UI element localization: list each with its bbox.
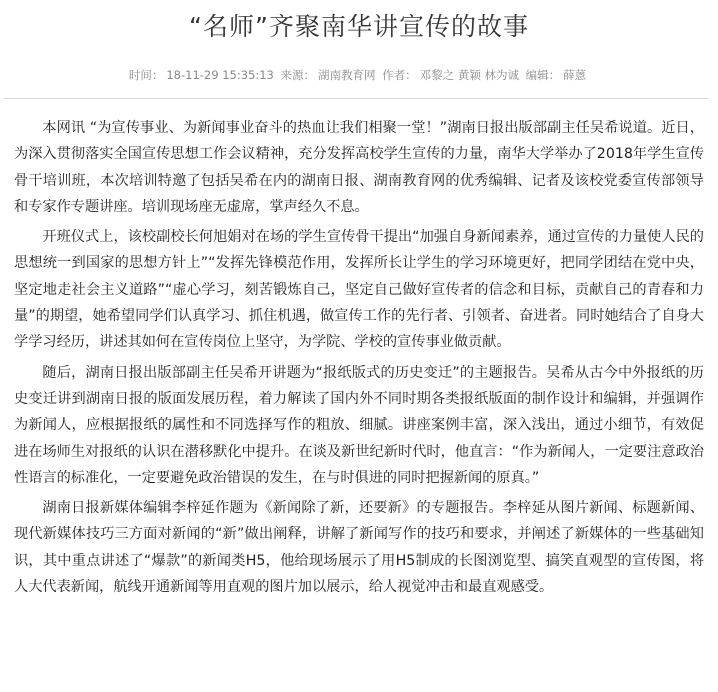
author-label: 作者： (382, 68, 417, 82)
time-label: 时间： (128, 68, 164, 82)
article-meta (0, 66, 718, 84)
paragraph: 本网讯 “为宣传事业、为新闻事业奋斗的热血让我们相聚一堂！”湖南日报出版部副主任吴希说道。近日，为深入贯彻落实全国宣传思想工作会议精神，充分发挥高校学生宣传的力量，南华大学举办了2018年学生宣传骨干培训班，本次培训特邀了包括吴希在内的湖南日报、湖南教育网的优秀编辑、记者及该校党委宣传部领导和专家作专题讲座。培训现场座无虚席，掌声经久不息。 (14, 120, 704, 215)
article-title: “名师”齐聚南华讲宣传的故事 (189, 12, 529, 41)
paragraph: 开班仪式上，该校副校长何旭娟对在场的学生宣传骨干提出“加强自身新闻素养，通过宣传的力量使人民的思想统一到国家的思想方针上”“发挥先锋模范作用，发挥所长让学生的学习环境更好，把同学团结在党中央，坚定地走社会主义道路”“虚心学习，刻苦锻炼自己，坚定自己做好宣传者的信念和目标，贡献自己的青春和力量”的期望，她希望同学们认真学习、抓住机遇，做宣传工作的先行者、引领者、奋进者。同时她结合了自身大学学习经历，讲述其如何在宣传岗位上坚守，为学院、学校的宣传事业做贡献。 (14, 229, 704, 351)
source-label: 来源： (280, 68, 316, 82)
author-names: 邓黎之 黄颖 林为诚 (419, 68, 519, 82)
editor-name: 薛蒽 (563, 68, 587, 82)
paragraph: 湖南日报新媒体编辑李梓延作题为《新闻除了新，还要新》的专题报告。李梓延从图片新闻、标题新闻、现代新媒体技巧三方面对新闻的“新”做出阐释，讲解了新闻写作的技巧和要求，并阐述了新媒体的一些基础知识，其中重点讲述了“爆款”的新闻类H5，他给现场展示了用H5制成的长图浏览型、搞笑直观型的宣传图，将人大代表新闻，航线开通新闻等用直观的图片加以展示，给人视觉冲击和最直观感受。 (14, 500, 704, 596)
article-body (14, 115, 704, 604)
editor-label: 编辑： (525, 68, 561, 82)
meta-divider (4, 98, 708, 99)
paragraph: 随后，湖南日报出版部副主任吴希开讲题为“报纸版式的历史变迁”的主题报告。吴希从古今中外报纸的历史变迁讲到湖南日报的版面发展历程，着力解读了国内外不同时期各类报纸版面的制作设计和编辑，并强调作为新闻人，应根据报纸的属性和不同选择写作的粗放、细腻。讲座案例丰富，深入浅出，通过小细节，有效促进在场师生对报纸的认识在潜移默化中提升。在谈及新世纪新时代时，他直言：“作为新闻人，一定要注意政治性语言的标准化，一定要避免政治错误的发生，在与时俱进的同时把握新闻的原真。” (14, 364, 704, 486)
source-name: 湖南教育网 (318, 68, 376, 82)
publish-time: 18-11-29 15:35:13 (166, 68, 274, 82)
